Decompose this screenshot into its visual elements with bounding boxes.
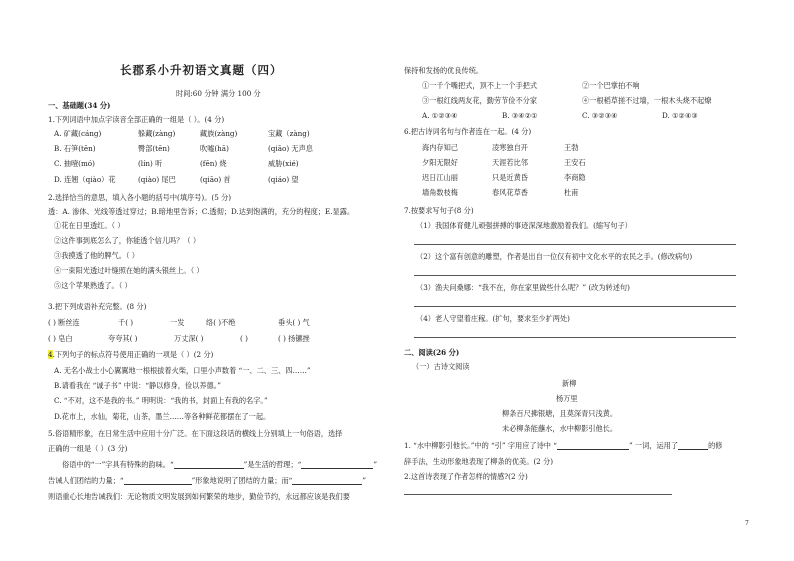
q5-saying-4: ④一根稻草搓不过墙，一根木头烧不起燎 (582, 96, 712, 105)
q5-saying-2: ②一个巴掌拍不响 (582, 81, 640, 90)
question-7: 7.按要求写句子(8 分) (404, 206, 474, 215)
q1-option-c-1: C. 抽噎(mó) (54, 159, 95, 168)
poem-line-7[interactable]: 墙角数枝梅 (422, 188, 458, 197)
q2-item-2: ②这件事到底怎么了，你能透个信儿吗？（ ） (54, 236, 201, 245)
q7-part-1: （1）我国体育健儿顽强拼搏的事迹深深地激励着我们。(缩写句子） (416, 221, 632, 230)
q7-answer-line-3[interactable] (414, 306, 736, 307)
q3-row2-2: 夸夸其( ) (108, 334, 138, 343)
section-basics-heading: 一、基础题(34 分) (48, 101, 111, 110)
q1-option-b-4: (qiāo) 无声息 (268, 144, 313, 153)
page-title: 长郡系小升初语文真题（四） (120, 63, 283, 77)
q7-answer-line-4[interactable] (414, 337, 736, 338)
question-1: 1.下列词语中加点字读音全部正确的一组是（ ）。(4 分) (48, 115, 225, 124)
reading-poem-author: 杨万里 (556, 394, 578, 403)
q3-row1-1: ( ) 断丝连 (48, 318, 80, 327)
q1-option-d-3: (qiāo) 首 (200, 175, 231, 184)
q3-row1-2: 千( ) (118, 318, 134, 327)
q7-answer-line-2[interactable] (414, 275, 736, 276)
q1-option-d-1: D. 连翘（qiào）花 (54, 175, 116, 184)
q5-blank-2[interactable] (301, 461, 373, 469)
q2-definitions: 透：A. 渗体、光线等透过穿过；B.暗地里告诉；C.透彻；D.达到饱满的，充分的程度；E.显露。 (48, 207, 355, 216)
q4-option-d: D.花市上，水仙，菊花，山茶，墨兰……等各种鲜花都摆在了一起。 (54, 412, 271, 421)
poem-line-2[interactable]: 凌寒独自开 (492, 143, 528, 152)
q7-part-2: （2）这个富有创意的雕塑，作者是出自一位仅有初中文化水平的农民之手。(修改病句) (416, 252, 693, 261)
q1-option-c-4: 威胁(xié) (268, 159, 299, 168)
q1-option-a-1: A. 矿藏(cáng) (54, 129, 102, 138)
q5-saying-3: ③一根红线两友花，勤劳节俭不分家 (422, 96, 538, 105)
q3-row2-4: ( ) (240, 334, 248, 343)
q7-answer-line-1[interactable] (414, 244, 736, 245)
q5-line-1: 俗语中的“一”字具有特殊的韵味。“ ”是生活的哲理；“ ” (62, 460, 378, 469)
q1-option-b-1: B. 石笋(tēn) (54, 144, 96, 153)
reading-q1: 1. “水中柳影引他长。”中的 “引” 字用应了诗中 “ ” 一词，运用了 的修 (404, 441, 723, 450)
q1-option-b-3: 吹嘘(hā) (200, 144, 229, 153)
poem-line-4[interactable]: 天涯若比邻 (492, 158, 528, 167)
q5-saying-1: ①一千个嘴把式，顶不上一个手把式 (422, 81, 538, 90)
q3-row1-4: 络( )不绝 (206, 318, 236, 327)
q7-part-4: （4）老人守望着庄稼。(扩句，要求至少扩两处) (416, 314, 570, 323)
q1-option-d-2: (qiào) 尾巴 (138, 175, 176, 184)
q2-item-5: ⑤这个苹果熟透了。（ ） (54, 281, 132, 290)
poem-author-4[interactable]: 杜甫 (564, 188, 579, 197)
q7-part-3: （3）渔夫问桑娜：“我不在，你在家里做些什么呢？” (改为转述句) (416, 283, 630, 292)
q4-number-highlight: 4 (48, 350, 53, 359)
reading-poem-line-2: 未必柳条能蘸水，水中柳影引他长。 (502, 424, 618, 433)
reading-q1-continued: 辞手法，生动形象地表现了柳条的优美。(2 分) (404, 457, 554, 466)
q2-item-4: ④一束阳光透过叶缝照在她的满头银丝上。（ ） (54, 266, 204, 275)
q5-continuation: 保持和发扬的优良传统。 (404, 66, 484, 75)
poem-author-2[interactable]: 王安石 (564, 158, 586, 167)
question-4 (48, 350, 213, 359)
q5-choice-b: B. ③④②① (502, 111, 538, 120)
question-5: 5.俗语精形象，在日常生活中应用十分广泛。在下面这段话的横线上分别填上一句俗语，选择 (48, 429, 343, 438)
q5-choice-c: C. ③②③④ (582, 111, 618, 120)
q4-text: .下列句子的标点符号使用正确的一项是（ ）(2 分) (52, 350, 214, 359)
q5-prompt: 正确的一组是（ ）(3 分) (48, 444, 128, 453)
poem-line-3[interactable]: 夕阳无限好 (422, 158, 458, 167)
q1-option-b-2: 臀部(tēn) (138, 144, 170, 153)
reading-q2-answer-line[interactable] (404, 494, 672, 495)
q1-option-a-4: 宝藏（zàng) (268, 129, 310, 138)
page-number: 7 (745, 520, 749, 527)
q1-option-d-4: (qiáo) 望 (268, 175, 299, 184)
poem-author-1[interactable]: 王勃 (564, 143, 579, 152)
reading-q1-blank-1[interactable] (557, 442, 629, 450)
q5-line-3: 则语重心长地告诫我们：无论物质文明发展到如何繁荣的地步，勤俭节约，永远都应该是我们要 (48, 492, 350, 501)
poem-author-3[interactable]: 李商隐 (564, 173, 586, 182)
exam-meta: 时间:60 分钟 满分 100 分 (176, 89, 261, 98)
reading-q1-blank-2[interactable] (678, 442, 708, 450)
q5-blank-1[interactable] (174, 461, 244, 469)
section-reading-heading: 二、阅读(26 分) (404, 348, 460, 357)
reading-q2: 2.这首诗表现了作者怎样的情感?(2 分) (404, 472, 528, 481)
q1-option-a-3: 藏族(zàng) (200, 129, 238, 138)
question-2: 2.选择恰当的意思，填入各小题的括号中(填序号)。(5 分) (48, 193, 232, 202)
q4-option-b: B.请看我在 “诚子书” 中说：“静以修身，俭以养德。” (54, 381, 221, 390)
q2-item-1: ①花在日里透红。（ ） (54, 221, 125, 230)
poem-line-6[interactable]: 只是近黄昏 (492, 173, 528, 182)
q5-choice-d: D. ①②④③ (662, 111, 698, 120)
q5-choice-a: A. ①②③④ (422, 111, 458, 120)
q1-option-c-2: (lín) 听 (138, 159, 163, 168)
subsection-classical-poetry: （一）古诗文阅读 (412, 362, 470, 371)
q3-row2-3: 万丈深( ) (174, 334, 204, 343)
reading-poem-line-1: 柳条百尺拂银塘，且莫深青只浅黄。 (502, 409, 618, 418)
q4-option-c: C. “不对，这不是我的书。” 明明说：“我的书，封面上有我的名字。” (54, 396, 268, 405)
poem-line-5[interactable]: 迟日江山丽 (422, 173, 458, 182)
question-3: 3.把下列成语补充完整。(8 分) (48, 302, 147, 311)
q5-blank-3[interactable] (124, 477, 192, 485)
q4-option-a: A. 无名小战士小心翼翼地一根根拔着火柴，口里小声数着 “一、二、三、四……” (54, 366, 311, 375)
question-6: 6.把古诗词名句与作者连在一起。(4 分) (404, 127, 532, 136)
q3-row2-5: ( ) 扬镳挫 (278, 334, 310, 343)
q3-row1-5: 垂头( ) 气 (278, 318, 310, 327)
q1-option-a-2: 躲藏(zàng) (138, 129, 176, 138)
q2-item-3: ③我摸透了他的脾气。（ ） (54, 251, 139, 260)
q5-blank-4[interactable] (292, 477, 362, 485)
poem-line-8[interactable]: 春风花草香 (492, 188, 528, 197)
q1-option-c-3: (fēn) 烧 (200, 159, 227, 168)
q3-row2-1: ( ) 皂白 (48, 334, 73, 343)
q3-row1-3: 一发 (170, 318, 185, 327)
q5-line-2: 告诫人们团结的力量；“ ”形象地说明了团结的力量；而“ ” (48, 476, 367, 485)
poem-line-1[interactable]: 海内存知己 (422, 143, 458, 152)
reading-poem-title: 新柳 (562, 379, 577, 388)
